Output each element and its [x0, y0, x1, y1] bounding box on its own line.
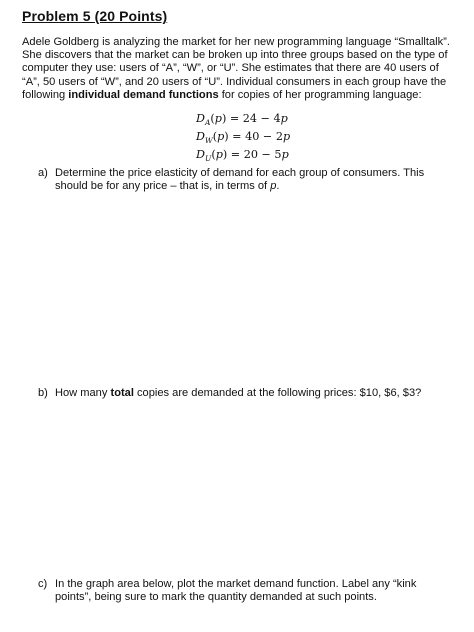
question-variable: p	[270, 180, 277, 193]
equation-subscript: U	[204, 153, 212, 163]
problem-title: Problem 5 (20 Points)	[22, 8, 168, 24]
equation-subscript: W	[204, 136, 213, 146]
equation-w	[196, 130, 290, 148]
question-bold-text: total	[110, 387, 134, 399]
equation-argument: p	[215, 147, 223, 161]
equation-open: (	[211, 147, 216, 161]
equation-argument: p	[214, 112, 222, 125]
equation-a	[196, 112, 290, 130]
question-text: In the graph area below, plot the market demand function. Label any “kink points”, being sure to mark the quantity demanded at such points.	[55, 578, 417, 604]
equation-symbol: D	[196, 112, 205, 125]
question-text-pre: How many	[55, 387, 111, 399]
question-text	[55, 387, 455, 400]
question-label: b)	[38, 387, 48, 399]
equation-symbol: D	[196, 147, 205, 161]
equation-rhs: ) = 20 − 5	[222, 147, 282, 161]
equation-rhs: ) = 40 − 2	[224, 129, 283, 143]
intro-text: Adele Goldberg is analyzing the market for her new programming language “Smalltalk”. She discovers that the market can be broken up into three groups based on the type of computer they use: users of “A”, “W”, or “U”. She estimates that there are 40 users of “A”, 50 users of “W”, and 20 users of “U”. Individual consumers in each group have the following	[22, 36, 450, 101]
equation-variable: p	[282, 129, 291, 143]
equation-subscript: A	[204, 118, 211, 128]
question-label: a)	[38, 167, 48, 179]
problem-intro	[22, 36, 458, 102]
intro-text-end: for copies of her programming language:	[218, 88, 422, 101]
equation-argument: p	[217, 129, 225, 143]
question-text-end: .	[276, 180, 280, 193]
equation-variable: p	[281, 147, 289, 161]
equation-open: (	[210, 112, 215, 125]
question-label: c)	[38, 578, 48, 590]
equation-u	[196, 148, 290, 166]
equation-rhs: ) = 24 − 4	[221, 112, 281, 125]
demand-equations	[196, 112, 290, 165]
question-text	[55, 167, 455, 193]
equation-symbol: D	[196, 129, 205, 143]
intro-bold-text: individual demand functions	[68, 88, 219, 101]
question-text-main: Determine the price elasticity of demand for each group of consumers. This should be for any price – that is, in terms of	[55, 167, 425, 193]
question-text-post: copies are demanded at the following prices: $10, $6, $3?	[133, 387, 422, 399]
equation-open: (	[212, 129, 218, 143]
equation-variable: p	[280, 112, 288, 125]
